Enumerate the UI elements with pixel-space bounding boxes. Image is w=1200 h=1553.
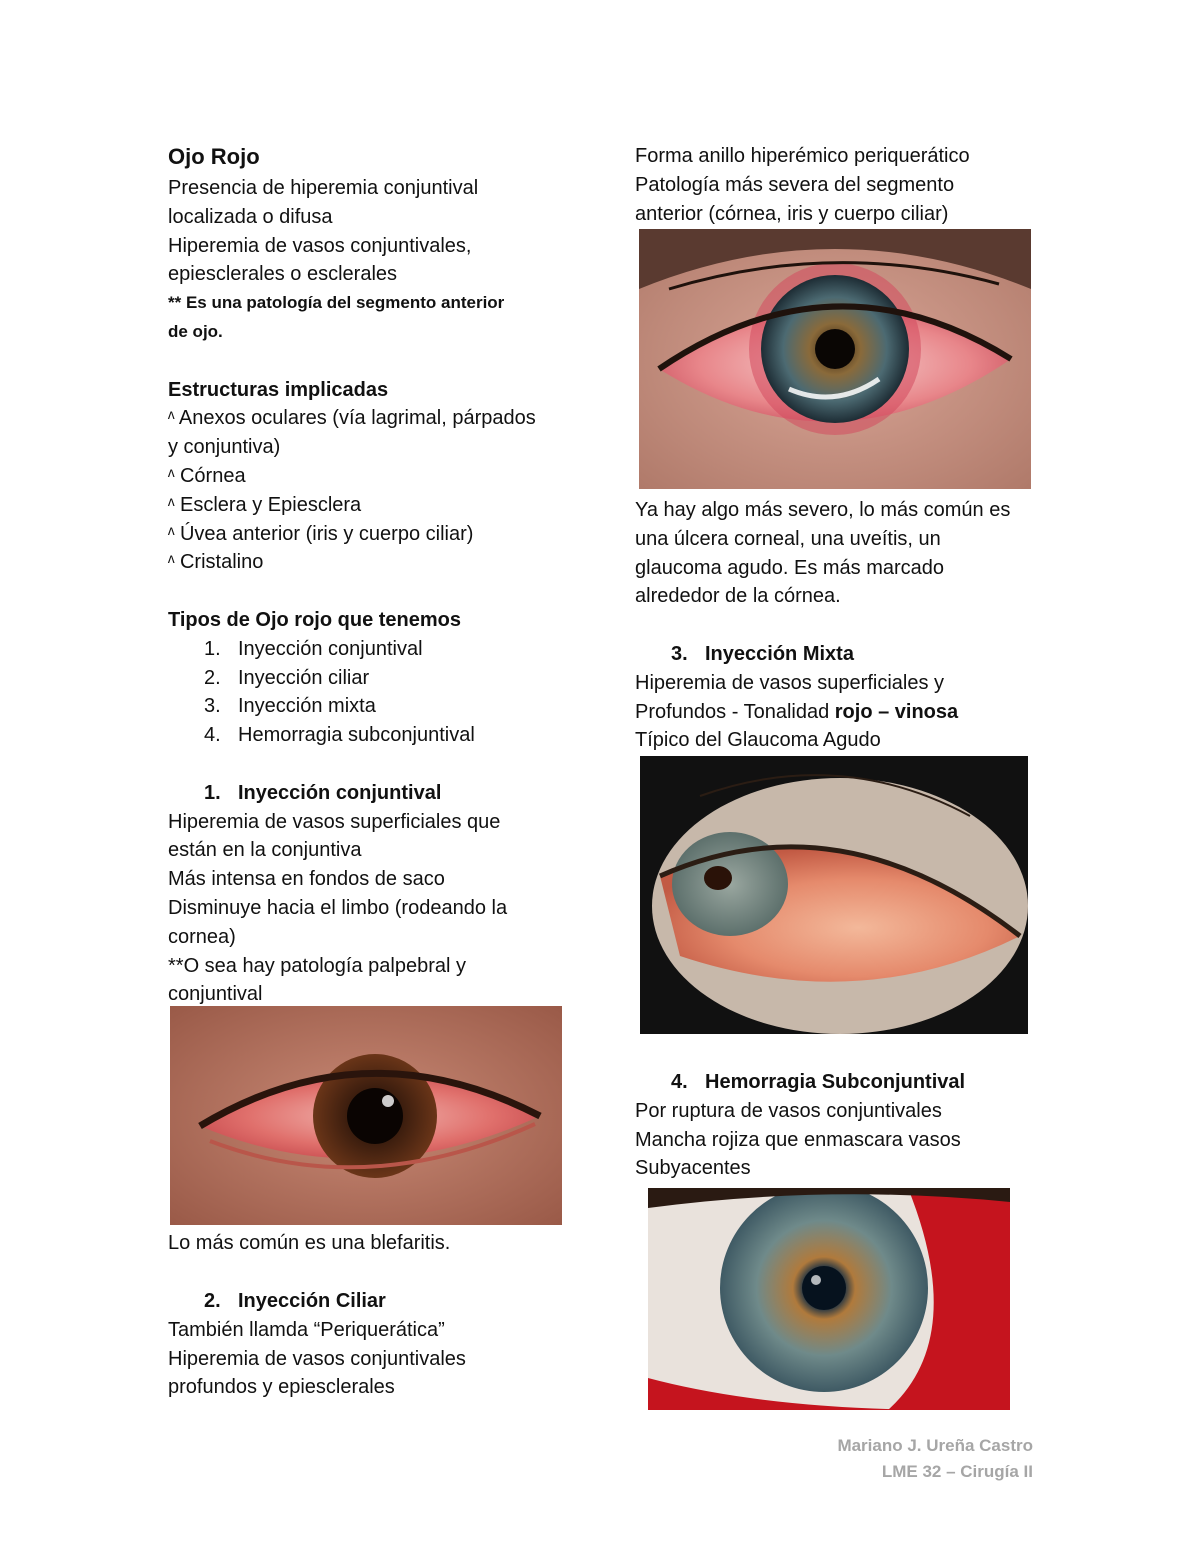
types-list-item: 2. Inyección ciliar [204,666,370,689]
section-2-caption-line: glaucoma agudo. Es más marcado [635,556,945,579]
section-2-caption-line: una úlcera corneal, una uveítis, un [635,527,941,550]
left-column [168,140,578,1009]
types-list-item: 1. Inyección conjuntival [204,637,423,660]
section-2-block [168,1287,466,1402]
section-2-heading: 2. Inyección Ciliar [204,1290,386,1312]
structure-item: ᶺ Córnea [168,464,246,487]
conjunctival-injection-photo [170,1006,562,1225]
section-2-caption-line: alrededor de la córnea. [635,585,841,608]
subconjunctival-hemorrhage-photo [648,1188,1010,1410]
section-3-heading: 3. Inyección Mixta [671,642,854,665]
section-2-caption-line: Ya hay algo más severo, lo más común es [635,499,1011,521]
structure-item: ᶺ Esclera y Epiesclera [168,493,362,516]
intro-line: Hiperemia de vasos conjuntivales, [168,234,472,257]
structures-heading: Estructuras implicadas [168,378,389,401]
section-2-text: También llamda “Periquerática” [168,1318,445,1341]
section-4-text: Por ruptura de vasos conjuntivales [635,1099,942,1122]
structure-item: ᶺ Anexos oculares (vía lagrimal, párpados [168,407,536,430]
footer-course: LME 32 – Cirugía II [881,1462,1033,1481]
section-4-text: Subyacentes [635,1157,751,1180]
structure-item: y conjuntiva) [168,436,281,459]
structure-item: ᶺ Úvea anterior (iris y cuerpo ciliar) [168,522,474,545]
section-1-heading: 1. Inyección conjuntival [204,781,442,804]
section-1-text: **O sea hay patología palpebral y [168,954,466,977]
footer [837,1433,1033,1485]
intro-line: Presencia de hiperemia conjuntival [168,177,479,199]
right-column [635,142,1055,228]
types-list [168,635,578,750]
section-4-heading: 4. Hemorragia Subconjuntival [671,1071,966,1093]
section-2-continued: anterior (córnea, iris y cuerpo ciliar) [635,202,949,225]
section-2-continued: Patología más severa del segmento [635,173,955,196]
section-1-text: Hiperemia de vasos superficiales que [168,810,501,833]
section-3-text: Hiperemia de vasos superficiales y [635,671,945,694]
mixed-injection-photo [640,756,1028,1034]
types-heading: Tipos de Ojo rojo que tenemos [168,608,461,631]
note-line: de ojo. [168,321,223,341]
note-line: ** Es una patología del segmento anterior [168,293,505,313]
section-3-text: Profundos - Tonalidad rojo – vinosa [635,700,959,723]
ciliary-injection-photo [639,229,1031,489]
section-1-text: están en la conjuntiva [168,839,362,862]
section-1-text: cornea) [168,925,236,948]
page-title: Ojo Rojo [168,144,260,169]
section-4-text: Mancha rojiza que enmascara vasos [635,1128,961,1151]
section-1-text: Más intensa en fondos de saco [168,868,445,891]
structure-item: ᶺ Cristalino [168,551,264,574]
intro-line: epiesclerales o esclerales [168,263,398,286]
section-1-caption: Lo más común es una blefaritis. [168,1232,451,1254]
section-2-caption [635,496,1010,755]
section-2-text: profundos y epiesclerales [168,1376,395,1399]
footer-author: Mariano J. Ureña Castro [837,1436,1033,1455]
section-3-text: Típico del Glaucoma Agudo [635,729,881,752]
section-1-text: conjuntival [168,983,263,1006]
section-4-block [635,1068,965,1183]
section-2-continued: Forma anillo hiperémico periquerático [635,145,970,167]
types-list-item: 4. Hemorragia subconjuntival [204,724,475,747]
intro-line: localizada o difusa [168,205,333,228]
section-2-text: Hiperemia de vasos conjuntivales [168,1347,466,1370]
types-list-item: 3. Inyección mixta [204,695,376,718]
section-1-text: Disminuye hacia el limbo (rodeando la [168,896,508,919]
